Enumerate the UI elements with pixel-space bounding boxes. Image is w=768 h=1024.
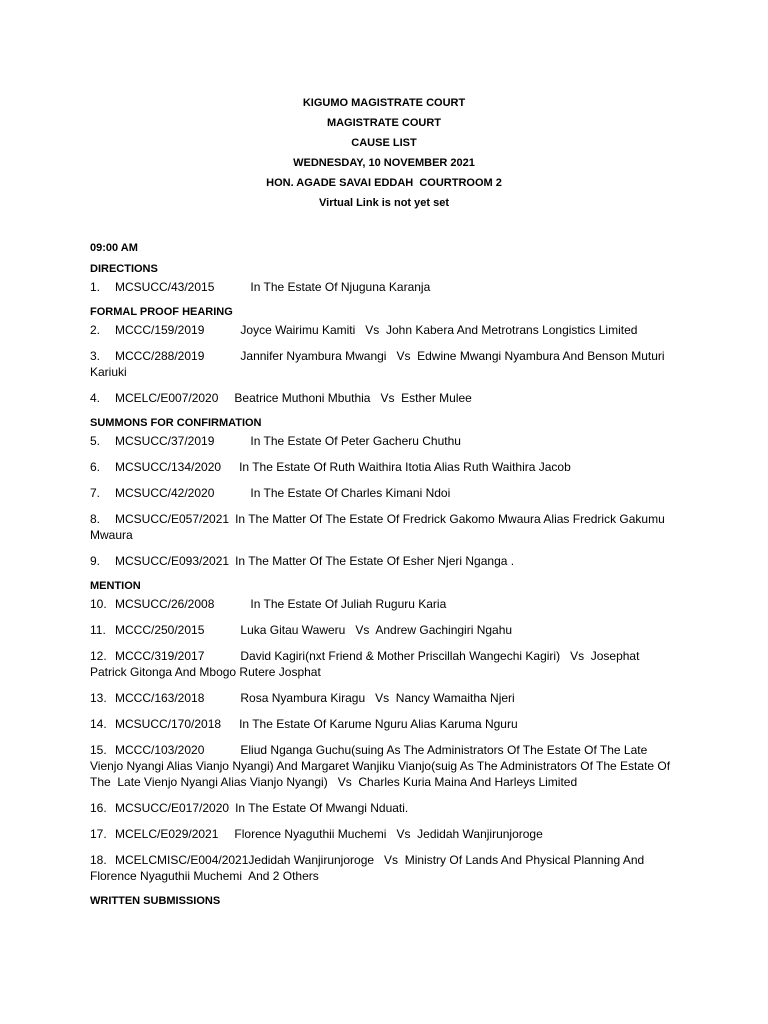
entry-number: 3.: [90, 349, 101, 363]
case-entry: [90, 648, 678, 680]
case-title: In The Estate Of Mwangi Nduati.: [235, 801, 409, 815]
entry-number: 18.: [90, 853, 107, 867]
entry-number: 14.: [90, 717, 107, 731]
case-entry: [90, 390, 678, 406]
entry-number: 5.: [90, 434, 101, 448]
case-entry: [90, 690, 678, 706]
entry-number: 4.: [90, 391, 101, 405]
entry-number: 11.: [90, 623, 106, 637]
document-header: [90, 93, 678, 213]
case-number: MCSUCC/42/2020: [115, 486, 215, 500]
case-entry: [90, 622, 678, 638]
case-number: MCCC/159/2019: [115, 323, 205, 337]
entry-number: 8.: [90, 512, 101, 526]
entry-number: 13.: [90, 691, 107, 705]
cause-list-content: [90, 241, 678, 911]
case-title: Eliud Nganga Guchu(suing As The Administrators Of The Estate Of The Late Vienjo Nyangi Alias Vianjo Nyangi) And Margaret Wanjiku Vianjo(suig As The Administrators Of The Estate Of The Late Vienjo Nyangi Alias Vianjo Nyangi) Vs Charles Kuria Maina And Harleys Limited: [90, 743, 674, 789]
case-entry: [90, 596, 678, 612]
case-entry: [90, 279, 678, 295]
case-number: MCSUCC/26/2008: [115, 597, 215, 611]
case-title: David Kagiri(nxt Friend & Mother Priscillah Wangechi Kagiri) Vs Josephat Patrick Gitonga And Mbogo Rutere Josphat: [90, 649, 643, 679]
section: [90, 305, 678, 406]
virtual-link-status: Virtual Link is not yet set: [319, 197, 449, 209]
case-title: In The Matter Of The Estate Of Fredrick Gakomo Mwaura Alias Fredrick Gakumu Mwaura: [90, 512, 669, 542]
case-entry: [90, 459, 678, 475]
court-name: KIGUMO MAGISTRATE COURT: [302, 97, 466, 109]
case-title: Florence Nyaguthii Muchemi Vs Jedidah Wanjirunjoroge: [234, 827, 543, 841]
case-number: MCCC/163/2018: [115, 691, 205, 705]
case-number: MCCC/103/2020: [115, 743, 205, 757]
case-entry: [90, 826, 678, 842]
list-date: WEDNESDAY, 10 NOVEMBER 2021: [293, 157, 475, 169]
case-title: In The Estate Of Ruth Waithira Itotia Alias Ruth Waithira Jacob: [239, 460, 571, 474]
case-title: Jedidah Wanjirunjoroge Vs Ministry Of Lands And Physical Planning And Florence Nyaguthii Muchemi And 2 Others: [90, 853, 648, 883]
session-time: 09:00 AM: [90, 242, 138, 254]
case-number: MCSUCC/37/2019: [115, 434, 215, 448]
case-title: Rosa Nyambura Kiragu Vs Nancy Wamaitha Njeri: [240, 691, 515, 705]
entry-number: 9.: [90, 554, 101, 568]
entry-number: 2.: [90, 323, 101, 337]
section-heading: FORMAL PROOF HEARING: [90, 306, 233, 318]
case-number: MCELC/E029/2021: [115, 827, 219, 841]
case-number: MCSUCC/E057/2021: [115, 512, 230, 526]
sections-container: [90, 262, 678, 908]
case-entry: [90, 852, 678, 884]
entry-number: 1.: [90, 280, 101, 294]
case-entry: [90, 800, 678, 816]
case-title: In The Estate Of Peter Gacheru Chuthu: [250, 434, 461, 448]
case-number: MCCC/250/2015: [115, 623, 205, 637]
case-number: MCSUCC/170/2018: [115, 717, 222, 731]
case-number: MCSUCC/E093/2021: [115, 554, 230, 568]
case-number: MCELC/E007/2020: [115, 391, 219, 405]
entry-number: 10.: [90, 597, 107, 611]
case-entry: [90, 485, 678, 501]
case-title: In The Estate Of Njuguna Karanja: [250, 280, 431, 294]
list-type: CAUSE LIST: [351, 137, 417, 149]
case-entry: [90, 348, 678, 380]
case-number: MCSUCC/43/2015: [115, 280, 215, 294]
judge-courtroom: HON. AGADE SAVAI EDDAH COURTROOM 2: [266, 177, 502, 189]
case-title: Joyce Wairimu Kamiti Vs John Kabera And Metrotrans Longistics Limited: [240, 323, 638, 337]
section-heading: MENTION: [90, 580, 141, 592]
case-entry: [90, 433, 678, 449]
case-number: MCCC/319/2017: [115, 649, 205, 663]
section-heading: DIRECTIONS: [90, 263, 158, 275]
case-title: Jannifer Nyambura Mwangi Vs Edwine Mwangi Nyambura And Benson Muturi Kariuki: [90, 349, 668, 379]
court-division: MAGISTRATE COURT: [326, 117, 442, 129]
entry-number: 7.: [90, 486, 101, 500]
case-entry: [90, 553, 678, 569]
entry-number: 12.: [90, 649, 107, 663]
section-heading: SUMMONS FOR CONFIRMATION: [90, 417, 262, 429]
case-entry: [90, 742, 678, 790]
entry-number: 6.: [90, 460, 101, 474]
case-entry: [90, 322, 678, 338]
section: [90, 894, 678, 908]
case-title: Beatrice Muthoni Mbuthia Vs Esther Mulee: [234, 391, 472, 405]
section: [90, 579, 678, 884]
section: [90, 416, 678, 569]
case-number: MCELCMISC/E004/2021: [115, 853, 249, 867]
case-number: MCCC/288/2019: [115, 349, 205, 363]
case-title: In The Estate Of Charles Kimani Ndoi: [250, 486, 451, 500]
case-entry: [90, 511, 678, 543]
case-title: In The Estate Of Karume Nguru Alias Karuma Nguru: [239, 717, 518, 731]
case-number: MCSUCC/E017/2020: [115, 801, 230, 815]
case-title: Luka Gitau Waweru Vs Andrew Gachingiri Ngahu: [240, 623, 513, 637]
case-title: In The Estate Of Juliah Ruguru Karia: [250, 597, 447, 611]
case-number: MCSUCC/134/2020: [115, 460, 222, 474]
case-entry: [90, 716, 678, 732]
entry-number: 15.: [90, 743, 107, 757]
section: [90, 262, 678, 295]
entry-number: 16.: [90, 801, 107, 815]
entry-number: 17.: [90, 827, 107, 841]
case-title: In The Matter Of The Estate Of Esher Njeri Nganga .: [235, 554, 515, 568]
section-heading: WRITTEN SUBMISSIONS: [90, 895, 221, 907]
